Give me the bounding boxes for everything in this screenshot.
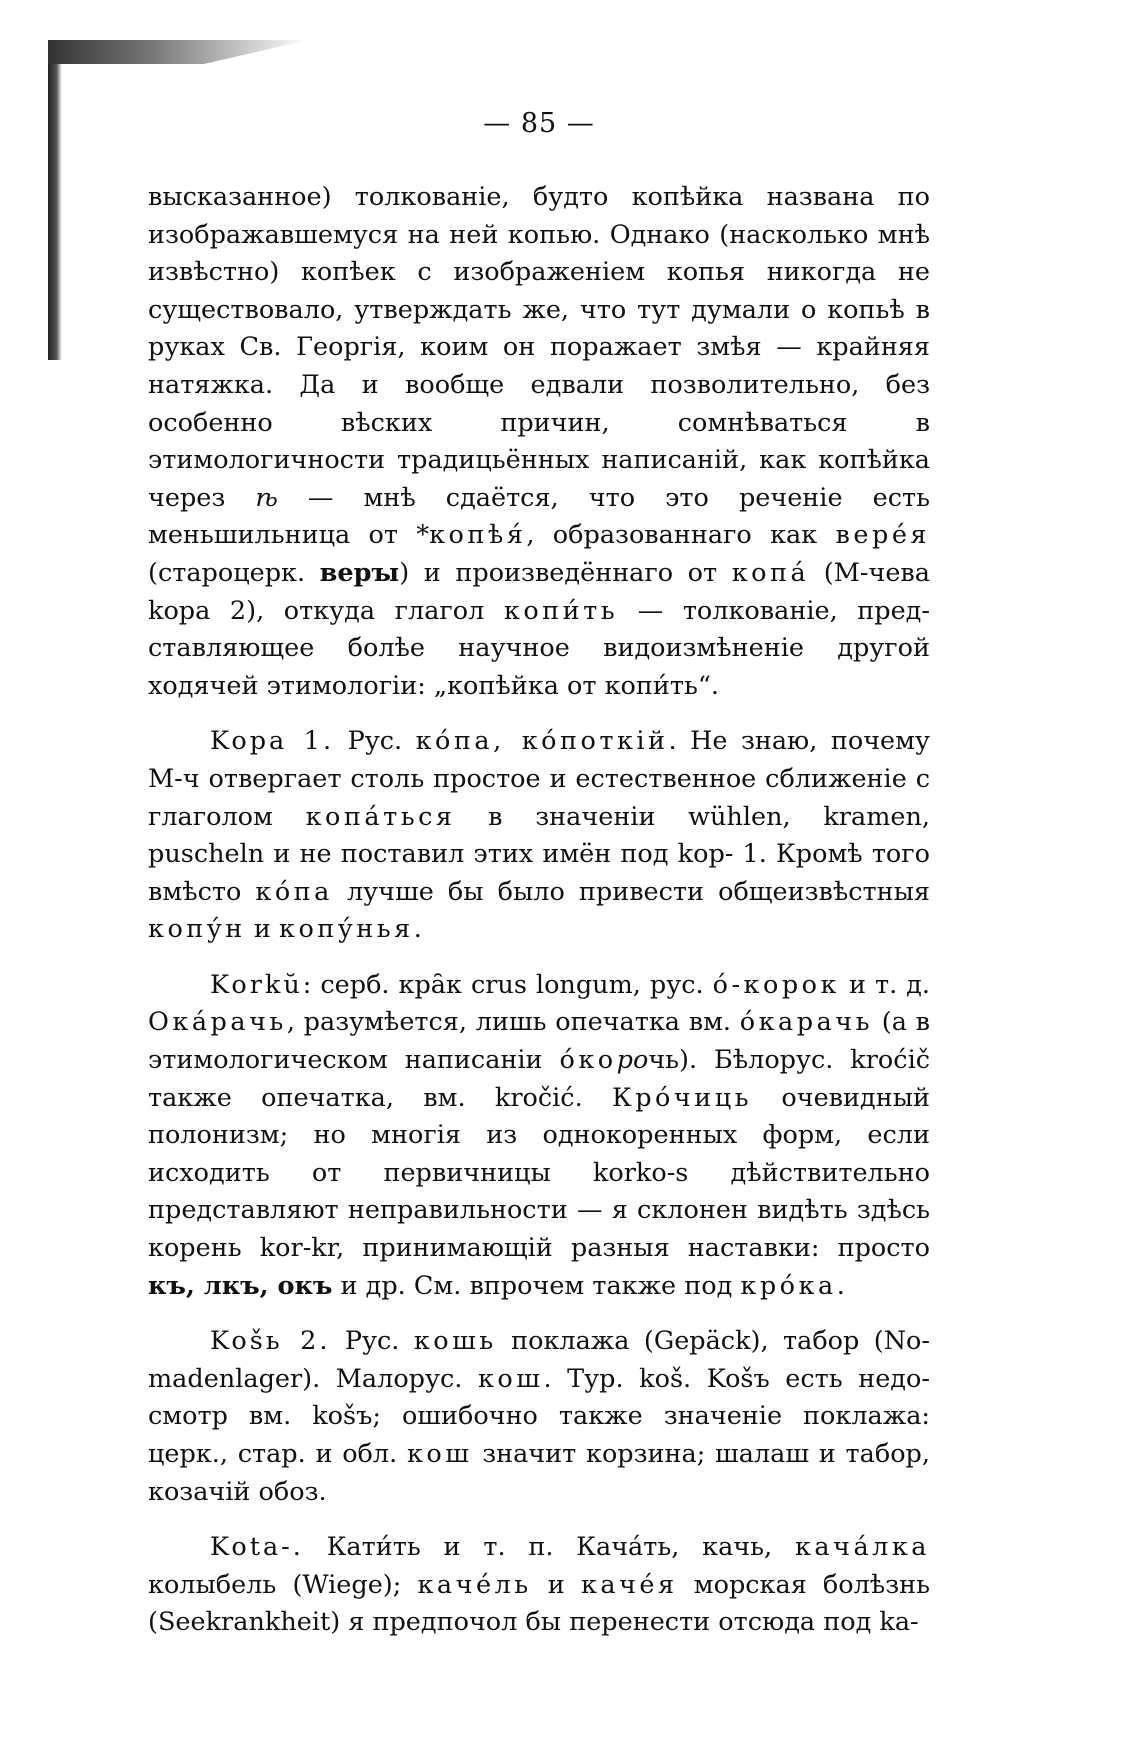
text-run: колыбель (Wiege); [148, 1569, 418, 1600]
text-run: кошь [413, 1326, 497, 1357]
paragraph-entry-korku [148, 967, 930, 1305]
text-run: очевидный полонизм; но многія из однокоренных форм, если исходить от первичницы korko-s дѣйствительно представляют неправильности — я склонен видѣть здѣсь корень kor-kr, принимающій разныя наставки: просто [148, 1082, 930, 1264]
text-run: о́ко [559, 1045, 617, 1076]
text-run: — толкованіе, представляющее болѣе научное видоизмѣненіе другой ходячей этимологіи: „копѣйка от копи́ть“. [148, 595, 930, 701]
text-run: Ока́рачь [148, 1007, 287, 1038]
page-number: — 85 — [483, 108, 595, 139]
text-run: — мнѣ сдаётся, что это реченіе есть меньшильница от * [148, 482, 930, 551]
text-run: : серб. кра̑к crus longum, рус. [302, 969, 713, 1000]
text-run: ко́па, ко́поткій [415, 726, 669, 757]
text-run: ро [616, 1045, 649, 1076]
text-run: Рус. [330, 1326, 414, 1357]
text-run: (староцерк. [148, 557, 320, 588]
paragraph-entry-kopa [148, 723, 930, 949]
text-run: в значеніи wühlen, kramen, puscheln и не поставил этих имён под kop- 1. Кромѣ того вмѣсто [148, 801, 931, 907]
text-run: каче́я [580, 1569, 678, 1600]
text-run: и др. См. впрочем также под [332, 1270, 741, 1301]
text-run: копу́нья [279, 914, 414, 945]
paragraph-entry-kota [148, 1529, 930, 1642]
book-page [148, 108, 930, 1642]
text-run: кача́лка [794, 1532, 930, 1563]
text-run: . Тур. koš. Košъ есть недосмотр вм. košъ; ошибочно также значеніе поклажа: церк., стар. и обл. [148, 1363, 930, 1469]
text-run: о́-корок [712, 969, 840, 1000]
text-run: . Не знаю, почему М-ч отвергает столь простое и естественное сближеніе с глаголом [148, 726, 930, 832]
text-run: верꙑ [319, 557, 400, 588]
text-run: и т. д. [839, 969, 930, 1000]
text-run: кро́ка [740, 1270, 837, 1301]
text-run: кош [406, 1439, 473, 1469]
paragraph-1 [148, 179, 930, 705]
text-run: , образованнаго как [526, 520, 836, 551]
text-run: ко́па [255, 876, 333, 907]
text-run: къ, лкъ, окъ [148, 1270, 333, 1301]
text-run: Кати́ть и т. п. Кача́ть, качь, [303, 1532, 795, 1563]
text-run: копа́ [731, 557, 810, 588]
text-run: и [531, 1569, 581, 1600]
text-run: Korkŭ [210, 969, 303, 1000]
text-run: ѣ [255, 482, 278, 513]
scan-shadow-top [48, 40, 308, 64]
text-run: значит корзина; шалаш и табор, козачій обоз. [148, 1439, 930, 1507]
text-run: (а в этимологическом написаніи [148, 1007, 930, 1076]
text-run: копѣя́ [429, 520, 527, 551]
scan-shadow-edge [48, 40, 62, 360]
text-run: . [413, 914, 422, 945]
text-run: копа́ться [305, 801, 456, 832]
text-run: кош [477, 1363, 544, 1394]
text-run: Košь 2. [210, 1326, 331, 1357]
text-run: (М-чева kopa 2), откуда глагол [148, 557, 930, 626]
text-run: копу́н [148, 914, 246, 945]
text-run: Kopa 1. [210, 726, 335, 757]
text-run: о́карачь [739, 1007, 874, 1038]
text-run: Kota-. [210, 1532, 304, 1563]
text-run: и [245, 914, 280, 945]
text-run: Рус. [334, 726, 416, 757]
text-run: ) и произведённаго от [399, 557, 732, 588]
text-run: , разумѣется, лишь опечатка вм. [286, 1007, 740, 1038]
text-run: лучше бы было привести общеизвѣстныя [332, 876, 930, 907]
text-run: Кро́чиць [612, 1082, 753, 1113]
text-run: морская болѣзнь (Seekrankheit) я предпочол бы перенести отсюда под ka- [148, 1569, 930, 1638]
text-run: копи́ть [503, 595, 619, 626]
paragraph-entry-kosh [148, 1323, 930, 1511]
text-run: высказанное) толкованіе, будто копѣйка названа по изображавшемуся на ней копью. Однако (насколько мнѣ извѣстно) копѣек с изображеніем копья никогда не существовало, утверждать же, что тут думали о копьѣ в руках Св. Георгія, коим он поражает змѣя — крайняя натяжка. Да и вообще едвали позволительно, без особенно вѣских причин, сомнѣваться в этимологичности традицьённых написаній, как копѣйка через [148, 182, 930, 513]
text-run: чь). Бѣлорус. kroćič также опечатка, вм. kročić. [148, 1045, 931, 1113]
text-run: поклажа (Gepäck), табор (Nomadenlager). Малорус. [148, 1326, 930, 1394]
text-run: вере́я [835, 520, 930, 551]
text-run: . [836, 1270, 845, 1301]
text-run: каче́ль [417, 1569, 532, 1600]
